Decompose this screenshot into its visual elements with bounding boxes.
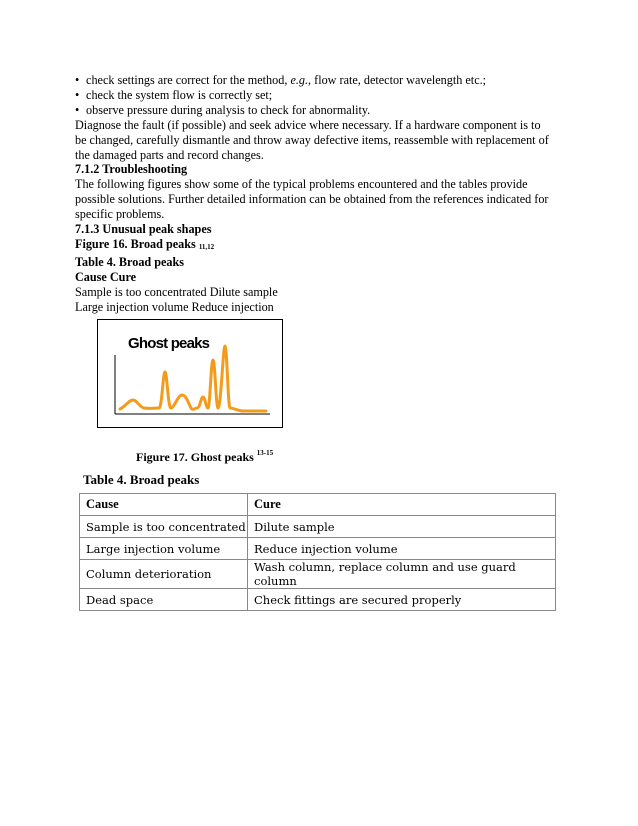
- table-row: [80, 560, 556, 589]
- figure17-caption: Figure 17. Ghost peaks $^{13-15}$: [136, 449, 274, 464]
- cause-cell: Sample is too concentrated: [80, 516, 248, 538]
- table-header-row: [80, 494, 556, 516]
- cause-cell: Large injection volume: [80, 538, 248, 560]
- bullet-observe-pressure: • observe pressure during analysis to check for abnormality.: [75, 102, 371, 117]
- bullet-check-settings: • check settings are correct for the method, e.g., flow rate, detector wavelength etc.;: [75, 73, 487, 87]
- figure17-refs: 13-15: [256, 449, 274, 457]
- ghost-peaks-figure: [97, 319, 283, 428]
- diagnose-line-2: be changed, carefully dismantle and throw away defective items, reassemble with replacement of: [75, 132, 549, 147]
- ghost-peaks-title: Ghost peaks: [128, 335, 210, 352]
- cause-cell: Dead space: [80, 589, 248, 611]
- cause-cure-text: Cause Cure: [75, 269, 137, 284]
- figure16-label: Figure 16. Broad peaks 11,12: [75, 236, 215, 251]
- cure-cell: Reduce injection volume: [248, 538, 556, 560]
- text-row-2: Large injection volume Reduce injection: [75, 299, 274, 314]
- troubleshooting-line-2: possible solutions. Further detailed information can be obtained from the references indicated for: [75, 192, 549, 207]
- broad-peaks-table: [79, 493, 556, 611]
- bullet-icon: •: [75, 102, 80, 117]
- troubleshooting-line-3: specific problems.: [75, 207, 165, 222]
- bullet-icon: •: [75, 87, 80, 102]
- section-heading-troubleshooting: 7.1.2 Troubleshooting: [75, 162, 188, 177]
- figure16-refs: 11,12: [198, 242, 215, 251]
- table-row: [80, 589, 556, 611]
- text-row-1: Sample is too concentrated Dilute sample: [75, 284, 278, 299]
- table-row: [80, 516, 556, 538]
- troubleshooting-line-1: The following figures show some of the typical problems encountered and the tables provide: [75, 177, 528, 192]
- bullet-icon: •: [75, 73, 80, 87]
- cure-cell: Dilute sample: [248, 516, 556, 538]
- bullet-check-flow: • check the system flow is correctly set;: [75, 87, 273, 102]
- cure-cell: Check fittings are secured properly: [248, 589, 556, 611]
- section-heading-unusual-peaks: 7.1.3 Unusual peak shapes: [75, 222, 212, 237]
- header-cause: Cause: [80, 494, 248, 516]
- document-text: [75, 73, 575, 315]
- table-row: [80, 538, 556, 560]
- table4-title: Table 4. Broad peaks: [83, 472, 200, 487]
- header-cure: Cure: [248, 494, 556, 516]
- cure-cell: Wash column, replace column and use guard column: [248, 560, 556, 589]
- ghost-peaks-chromatogram: [98, 320, 282, 427]
- diagnose-line-3: the damaged parts and record changes.: [75, 147, 264, 162]
- diagnose-line-1: Diagnose the fault (if possible) and seek advice where necessary. If a hardware component is to: [75, 117, 541, 132]
- cause-cell: Column deterioration: [80, 560, 248, 589]
- table4-text-label: Table 4. Broad peaks: [75, 254, 185, 269]
- chromatogram-trace: [120, 346, 266, 411]
